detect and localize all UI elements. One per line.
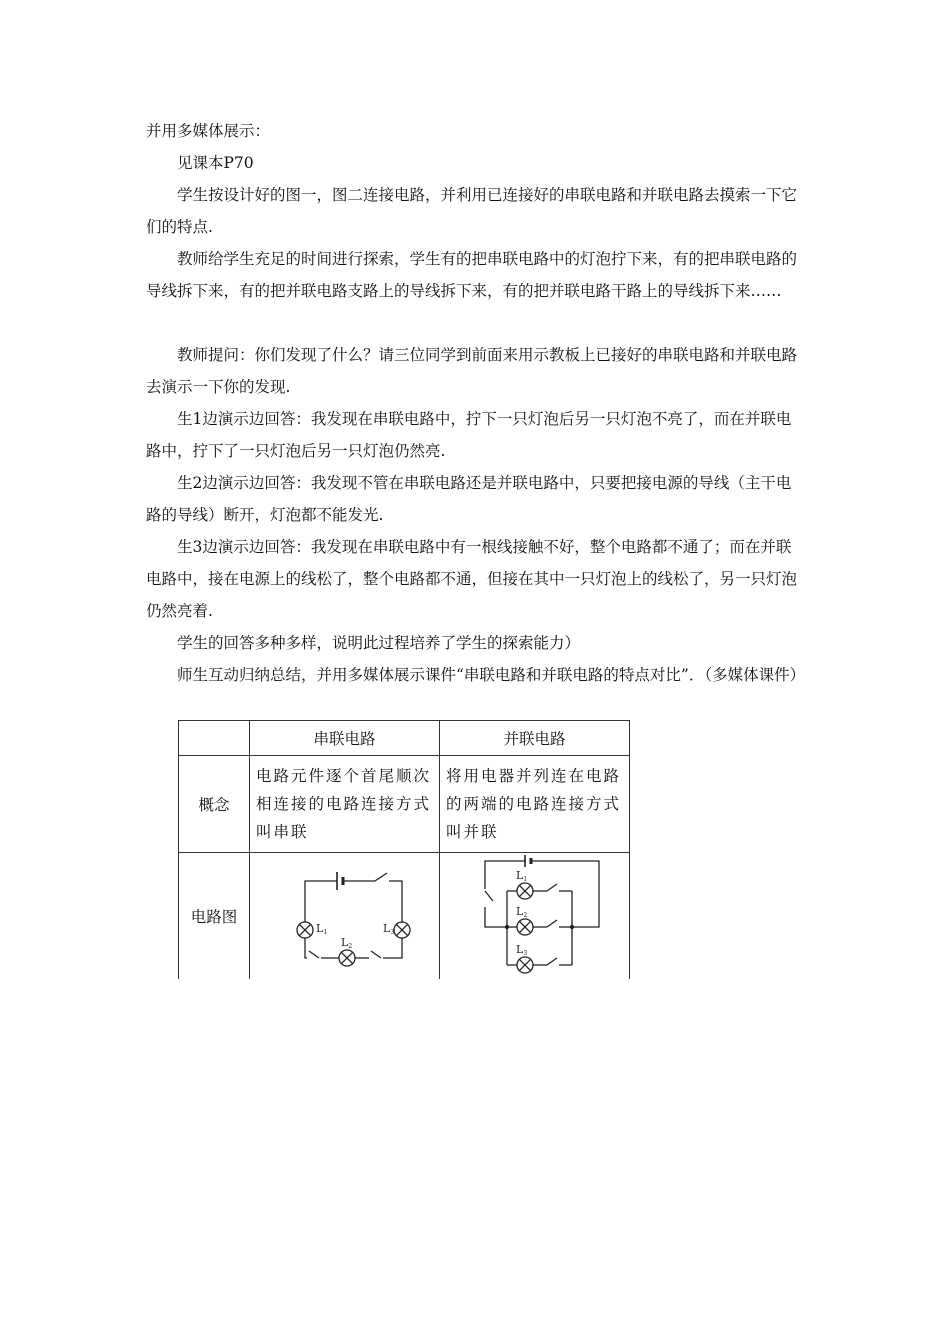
header-cell-blank <box>179 721 250 756</box>
series-lamp-label-3: L3 <box>382 922 394 936</box>
paragraph-student-3: 生3边演示边回答：我发现在串联电路中有一根线接触不好，整个电路都不通了；而在并联电路中，接在电源上的线松了，整个电路都不通，但接在其中一只灯泡上的线松了，另一只灯泡仍然亮着. <box>146 538 798 620</box>
table-row-diagram <box>179 853 630 980</box>
cell-diagram-parallel <box>440 853 630 980</box>
table-row-concept <box>179 756 630 853</box>
paragraph-student-connect: 学生按设计好的图一，图二连接电路，并利用已连接好的串联电路和并联电路去摸索一下它们的特点. <box>146 186 798 236</box>
paragraph-student-2: 生2边演示边回答：我发现不管在串联电路还是并联电路中，只要把接电源的导线（主干电路的导线）断开，灯泡都不能发光. <box>146 474 792 524</box>
parallel-circuit-diagram <box>465 853 605 975</box>
comparison-table <box>178 720 630 979</box>
cell-concept-series: 电路元件逐个首尾顺次相连接的电路连接方式叫串联 <box>250 756 440 853</box>
series-circuit-diagram <box>275 856 415 972</box>
table-header-row <box>179 721 630 756</box>
paragraph-textbook-ref: 见课本P70 <box>177 154 254 172</box>
paragraph-intro: 并用多媒体展示： <box>146 122 271 140</box>
cell-concept-parallel: 将用电器并列连在电路的两端的电路连接方式叫并联 <box>440 756 630 853</box>
parallel-lamp-label-2: L2 <box>515 905 527 919</box>
header-cell-parallel: 并联电路 <box>440 721 630 756</box>
paragraph-teacher-time: 教师给学生充足的时间进行探索，学生有的把串联电路中的灯泡拧下来，有的把串联电路的导线拆下来，有的把并联电路支路上的导线拆下来，有的把并联电路干路上的导线拆下来…… <box>146 250 798 300</box>
paragraph-summary-note: 学生的回答多种多样，说明此过程培养了学生的探索能力） <box>177 634 581 652</box>
row-label-diagram: 电路图 <box>179 853 250 980</box>
paragraph-teacher-question: 教师提问：你们发现了什么？请三位同学到前面来用示教板上已接好的串联电路和并联电路去演示一下你的发现. <box>146 346 798 396</box>
header-cell-series: 串联电路 <box>250 721 440 756</box>
paragraph-student-1: 生1边演示边回答：我发现在串联电路中，拧下一只灯泡后另一只灯泡不亮了，而在并联电路中，拧下了一只灯泡后另一只灯泡仍然亮. <box>146 410 792 460</box>
cell-diagram-series <box>250 853 440 980</box>
series-lamp-label-1: L1 <box>315 922 327 936</box>
parallel-lamp-label-3: L3 <box>515 943 527 957</box>
series-lamp-label-2: L2 <box>340 936 352 950</box>
parallel-lamp-label-1: L1 <box>515 869 527 883</box>
paragraph-interaction: 师生互动归纳总结，并用多媒体展示课件“串联电路和并联电路的特点对比”．（多媒体课件） <box>177 666 806 684</box>
row-label-concept: 概念 <box>179 756 250 853</box>
